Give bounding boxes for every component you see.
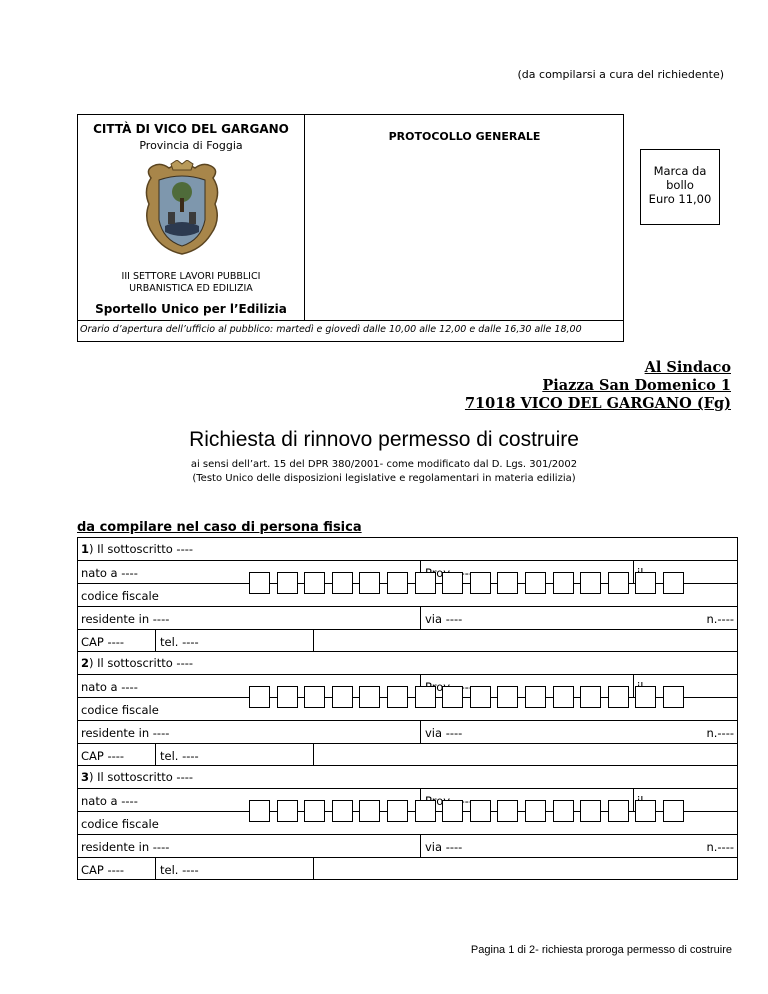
codice-fiscale-char-box[interactable] <box>635 800 656 822</box>
sottoscritto-label-2 <box>81 656 193 670</box>
codice-fiscale-char-box[interactable] <box>580 800 601 822</box>
section-title: da compilare nel caso di persona fisica <box>77 520 362 535</box>
compilation-note: (da compilarsi a cura del richiedente) <box>517 68 724 81</box>
codice-fiscale-label: codice fiscale <box>81 589 159 603</box>
provincia-field[interactable]: Prov. ---- <box>425 566 474 580</box>
codice-fiscale-char-box[interactable] <box>470 572 491 594</box>
office-hours: Orario d’apertura dell’ufficio al pubblico: martedì e giovedì dalle 10,00 alle 12,00 e dalle 16,30 alle 18,00 <box>80 324 582 335</box>
codice-fiscale-char-box[interactable] <box>497 686 518 708</box>
form-row-divider <box>77 834 738 835</box>
address-line-1: Al Sindaco <box>644 359 731 376</box>
codice-fiscale-char-box[interactable] <box>663 800 684 822</box>
person-number: 1 <box>81 542 90 556</box>
subtitle-testo-unico: (Testo Unico delle disposizioni legislative e regolamentari in materia edilizia) <box>192 473 576 484</box>
codice-fiscale-char-box[interactable] <box>359 686 380 708</box>
form-cell-divider <box>313 629 314 652</box>
codice-fiscale-char-box[interactable] <box>415 800 436 822</box>
nato-a-field[interactable]: nato a ---- <box>81 566 138 580</box>
codice-fiscale-char-box[interactable] <box>497 572 518 594</box>
form-row-divider <box>77 743 738 744</box>
codice-fiscale-char-box[interactable] <box>553 572 574 594</box>
address-line-3: 71018 VICO DEL GARGANO (Fg) <box>464 395 731 412</box>
marca-line-3: Euro 11,00 <box>648 192 712 206</box>
codice-fiscale-char-box[interactable] <box>415 572 436 594</box>
codice-fiscale-char-box[interactable] <box>553 800 574 822</box>
form-row-divider <box>77 720 738 721</box>
form-cell-divider <box>313 743 314 766</box>
sottoscritto-label-1 <box>81 542 193 556</box>
codice-fiscale-char-box[interactable] <box>635 572 656 594</box>
form-row-divider <box>77 560 738 561</box>
codice-fiscale-char-box[interactable] <box>277 800 298 822</box>
codice-fiscale-char-box[interactable] <box>525 800 546 822</box>
form-row-divider <box>77 629 738 630</box>
codice-fiscale-char-box[interactable] <box>332 572 353 594</box>
province-name: Provincia di Foggia <box>139 139 243 152</box>
codice-fiscale-char-box[interactable] <box>387 800 408 822</box>
cap-field[interactable]: CAP ---- <box>81 635 125 649</box>
telefono-field[interactable]: tel. ---- <box>160 635 199 649</box>
codice-fiscale-char-box[interactable] <box>277 572 298 594</box>
codice-fiscale-char-box[interactable] <box>387 572 408 594</box>
codice-fiscale-char-box[interactable] <box>608 800 629 822</box>
residente-in-field[interactable]: residente in ---- <box>81 840 170 854</box>
form-row-divider <box>77 788 738 789</box>
form-cell-divider <box>420 720 421 743</box>
form-cell-divider <box>420 834 421 857</box>
codice-fiscale-char-box[interactable] <box>525 572 546 594</box>
codice-fiscale-char-box[interactable] <box>470 800 491 822</box>
codice-fiscale-char-box[interactable] <box>580 572 601 594</box>
codice-fiscale-char-box[interactable] <box>359 800 380 822</box>
form-row-divider <box>77 857 738 858</box>
document-title: Richiesta di rinnovo permesso di costruire <box>189 428 579 451</box>
sottoscritto-label-3 <box>81 770 193 784</box>
person-number: 2 <box>81 656 90 670</box>
marca-line-1: Marca da <box>653 164 707 178</box>
numero-civico-field[interactable]: n.---- <box>706 726 734 740</box>
form-row-divider <box>77 674 738 675</box>
header-divider <box>77 320 624 321</box>
codice-fiscale-char-box[interactable] <box>580 686 601 708</box>
form-cell-divider <box>155 857 156 880</box>
page-footer: Pagina 1 di 2- richiesta proroga permesso di costruire <box>470 944 732 956</box>
codice-fiscale-char-box[interactable] <box>277 686 298 708</box>
settore-line-1: III SETTORE LAVORI PUBBLICI <box>121 271 261 282</box>
sportello-title: Sportello Unico per l’Edilizia <box>95 302 287 316</box>
codice-fiscale-char-box[interactable] <box>249 800 270 822</box>
codice-fiscale-char-box[interactable] <box>304 686 325 708</box>
form-cell-divider <box>155 743 156 766</box>
via-field[interactable]: via ---- <box>425 726 463 740</box>
sottoscritto-text: ) Il sottoscritto ---- <box>89 542 194 556</box>
sottoscritto-text: ) Il sottoscritto ---- <box>89 770 194 784</box>
telefono-field[interactable]: tel. ---- <box>160 863 199 877</box>
codice-fiscale-char-box[interactable] <box>332 686 353 708</box>
protocollo-label: PROTOCOLLO GENERALE <box>388 130 541 143</box>
codice-fiscale-char-box[interactable] <box>387 686 408 708</box>
form-row-divider <box>77 651 738 652</box>
cap-field[interactable]: CAP ---- <box>81 863 125 877</box>
form-row-divider <box>77 765 738 766</box>
settore-line-2: URBANISTICA ED EDILIZIA <box>129 283 253 294</box>
codice-fiscale-char-box[interactable] <box>249 686 270 708</box>
codice-fiscale-char-box[interactable] <box>304 800 325 822</box>
telefono-field[interactable]: tel. ---- <box>160 749 199 763</box>
codice-fiscale-char-box[interactable] <box>663 686 684 708</box>
codice-fiscale-char-box[interactable] <box>442 800 463 822</box>
form-cell-divider <box>633 560 634 583</box>
codice-fiscale-char-box[interactable] <box>442 686 463 708</box>
via-field[interactable]: via ---- <box>425 840 463 854</box>
codice-fiscale-char-box[interactable] <box>497 800 518 822</box>
form-row-divider <box>77 606 738 607</box>
codice-fiscale-char-box[interactable] <box>304 572 325 594</box>
subtitle-law: ai sensi dell’art. 15 del DPR 380/2001- come modificato dal D. Lgs. 301/2002 <box>190 459 578 470</box>
residente-in-field[interactable]: residente in ---- <box>81 612 170 626</box>
numero-civico-field[interactable]: n.---- <box>706 840 734 854</box>
codice-fiscale-char-box[interactable] <box>470 686 491 708</box>
form-cell-divider <box>420 606 421 629</box>
residente-in-field[interactable]: residente in ---- <box>81 726 170 740</box>
codice-fiscale-char-box[interactable] <box>553 686 574 708</box>
codice-fiscale-char-box[interactable] <box>442 572 463 594</box>
codice-fiscale-label: codice fiscale <box>81 703 159 717</box>
codice-fiscale-char-box[interactable] <box>635 686 656 708</box>
codice-fiscale-label: codice fiscale <box>81 817 159 831</box>
codice-fiscale-char-box[interactable] <box>525 686 546 708</box>
form-cell-divider <box>313 857 314 880</box>
form-cell-divider <box>633 674 634 697</box>
provincia-field[interactable]: Prov. ---- <box>425 794 474 808</box>
codice-fiscale-char-box[interactable] <box>608 572 629 594</box>
coat-of-arms-icon <box>141 160 223 256</box>
provincia-field[interactable]: Prov. ---- <box>425 680 474 694</box>
sottoscritto-text: ) Il sottoscritto ---- <box>89 656 194 670</box>
codice-fiscale-char-box[interactable] <box>663 572 684 594</box>
city-name: CITTÀ DI VICO DEL GARGANO <box>93 122 289 136</box>
nato-a-field[interactable]: nato a ---- <box>81 680 138 694</box>
revenue-stamp-box <box>640 149 720 225</box>
person-number: 3 <box>81 770 90 784</box>
settore-text <box>77 271 305 295</box>
address-line-2: Piazza San Domenico 1 <box>542 377 731 394</box>
via-field[interactable]: via ---- <box>425 612 463 626</box>
marca-line-2: bollo <box>666 178 694 192</box>
cap-field[interactable]: CAP ---- <box>81 749 125 763</box>
codice-fiscale-char-box[interactable] <box>249 572 270 594</box>
codice-fiscale-char-box[interactable] <box>332 800 353 822</box>
codice-fiscale-char-box[interactable] <box>359 572 380 594</box>
form-cell-divider <box>155 629 156 652</box>
nato-a-field[interactable]: nato a ---- <box>81 794 138 808</box>
codice-fiscale-char-box[interactable] <box>415 686 436 708</box>
form-cell-divider <box>633 788 634 811</box>
codice-fiscale-char-box[interactable] <box>608 686 629 708</box>
numero-civico-field[interactable]: n.---- <box>706 612 734 626</box>
